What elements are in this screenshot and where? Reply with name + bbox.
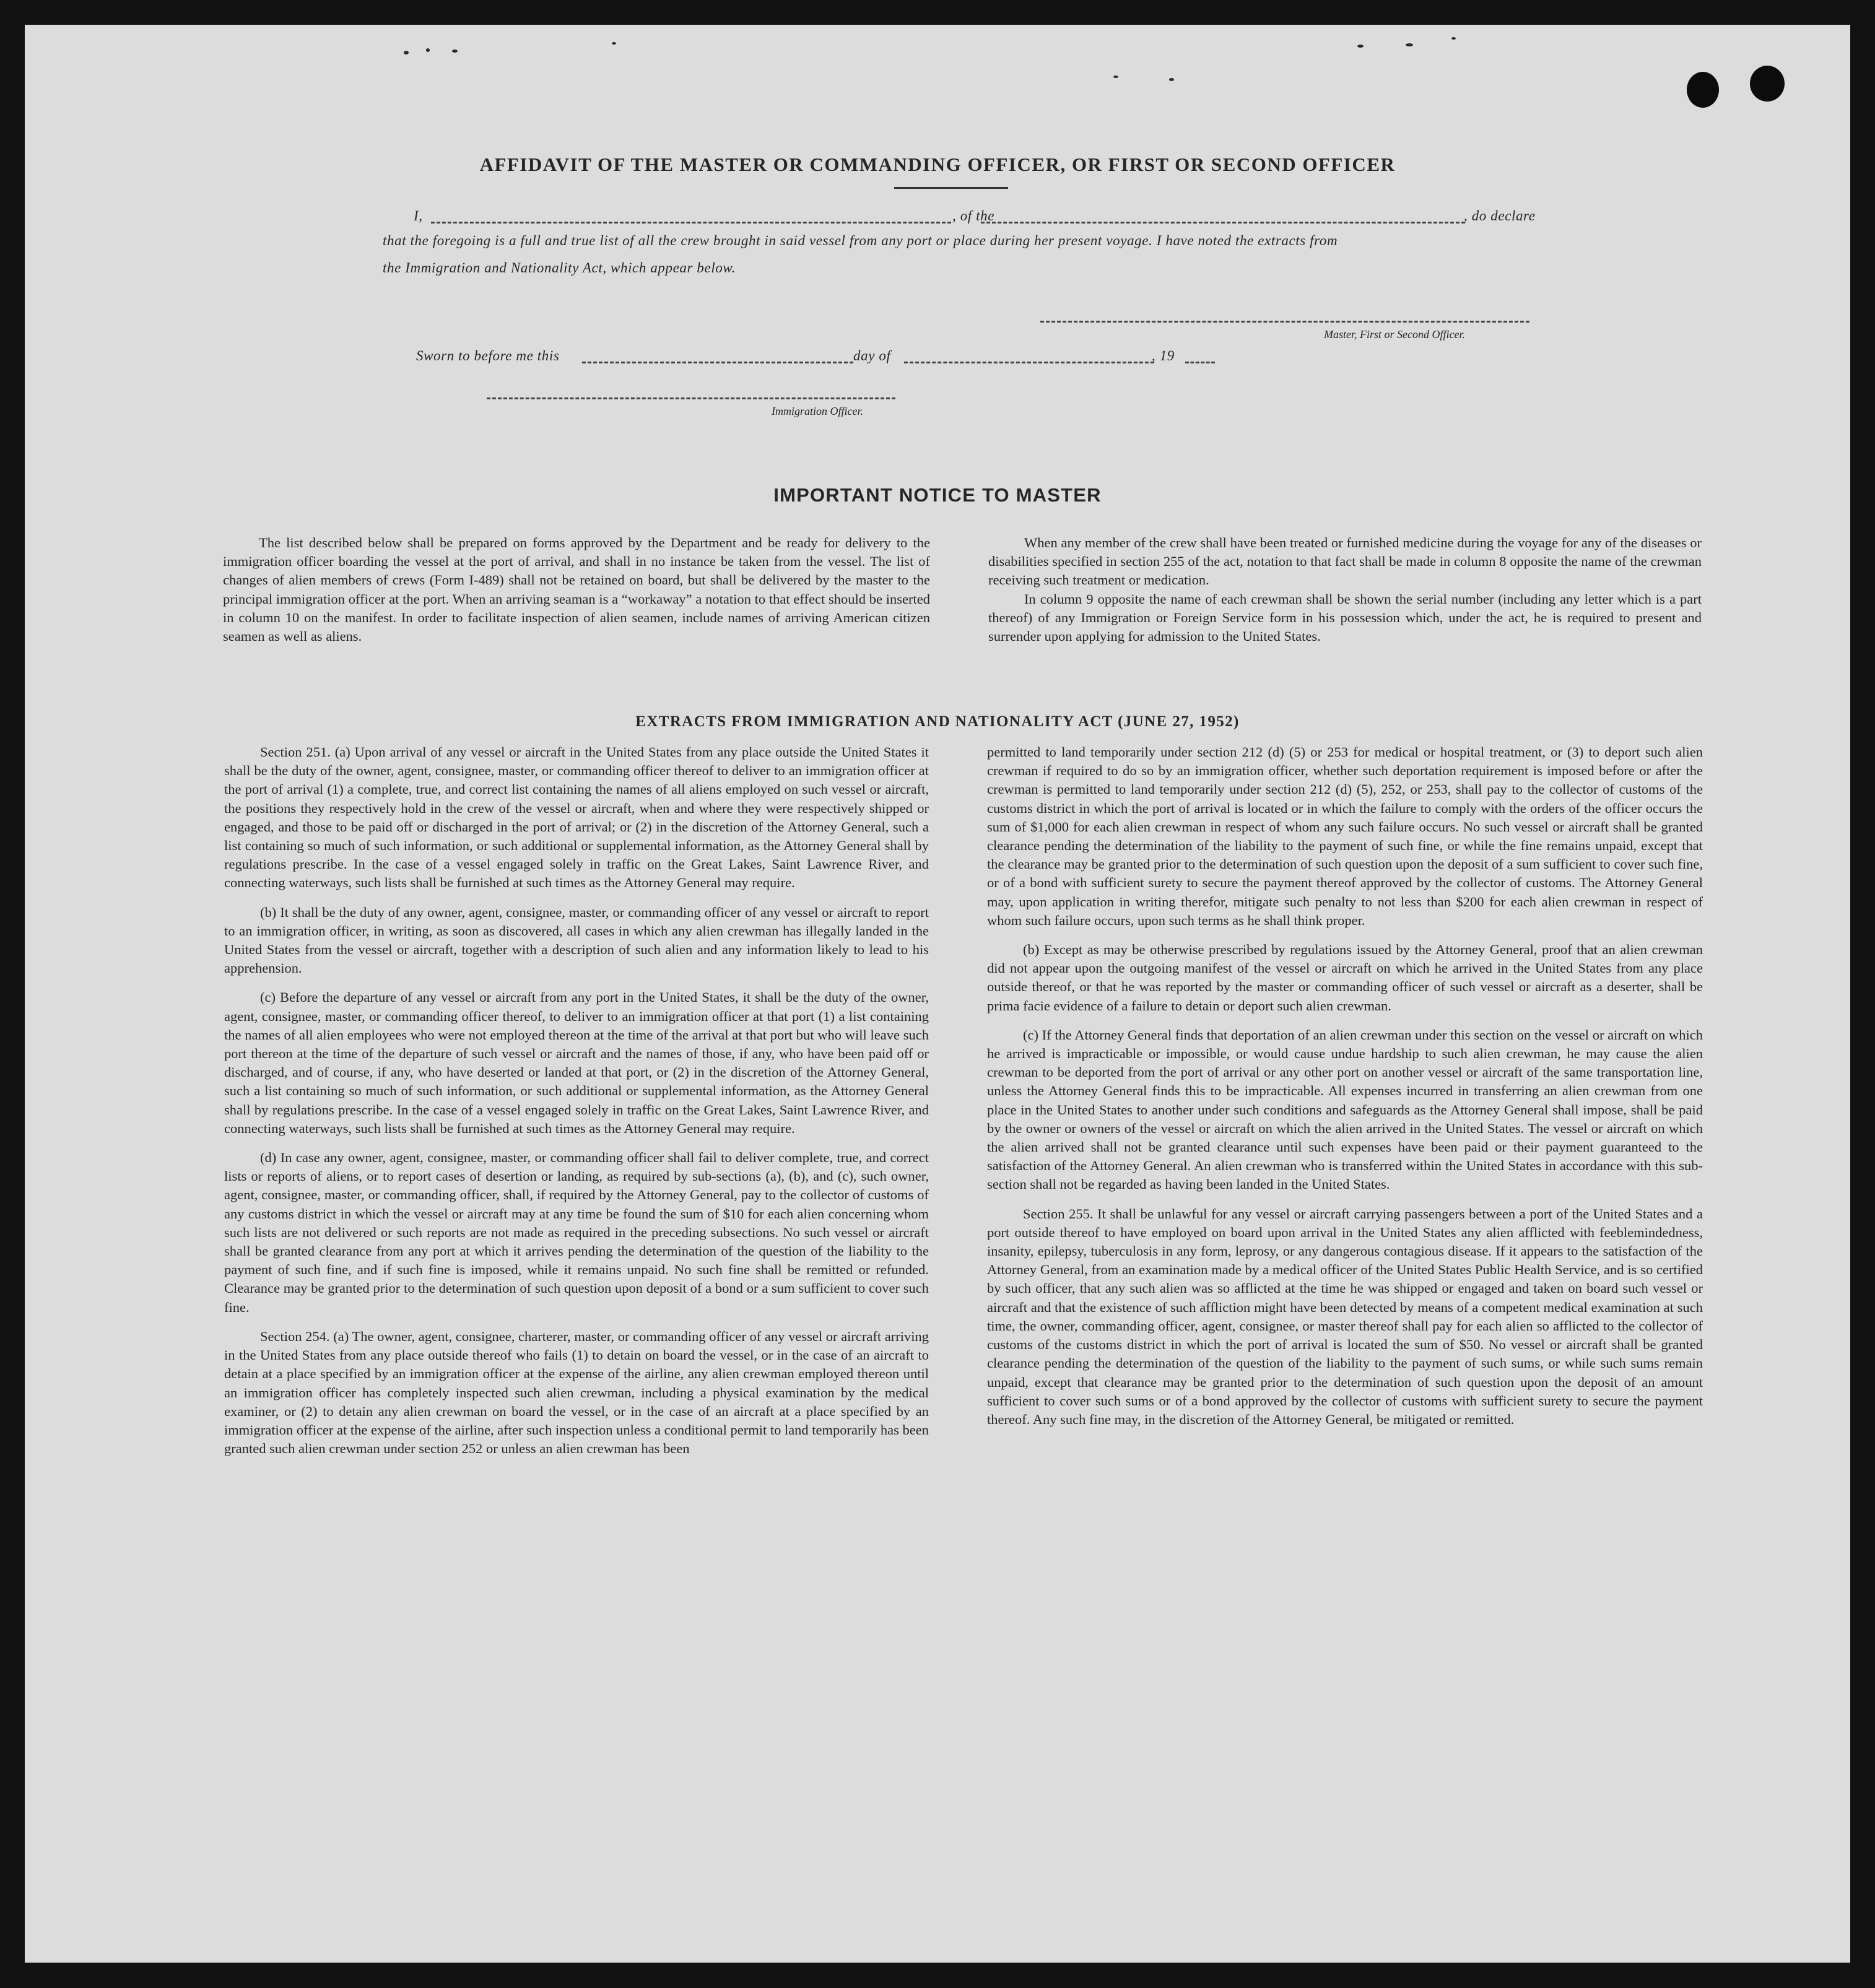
- section-251-a: Section 251. (a) Upon arrival of any vessel or aircraft in the United States from any place outside the United States it shall be the duty of the owner, agent, consignee, master, or commanding officer thereof to deliver to an immigration officer at the port of arrival (1) a complete, true, and correct list containing the names of all aliens employed on such vessel or aircraft, the positions they respectively hold in the crew of the vessel or aircraft, when and where they were respectively shipped or engaged, and those to be paid off or discharged in the port of arrival; or (2) in the discretion of the Attorney General, such a list containing so much of such information, or such additional or supplemental information, as the Attorney General shall by regulations prescribe. In the case of a vessel engaged solely in traffic on the Great Lakes, Saint Lawrence River, and connecting waterways, such lists shall be furnished at such times as the Attorney General may require.: [224, 744, 929, 891]
- notice-title: IMPORTANT NOTICE TO MASTER: [773, 484, 1102, 506]
- scan-speck: [1451, 37, 1456, 40]
- sworn-year-line[interactable]: [1185, 362, 1215, 363]
- punch-hole-left: [1687, 72, 1719, 108]
- extracts-left-column: [224, 743, 929, 1458]
- notice-paragraph-serial-number: In column 9 opposite the name of each crewman shall be shown the serial number (including any letter which is a part thereof) of any Immigration or Foreign Service form in his possession which, under the act, he is required to present and surrender upon applying for admission to the United States.: [988, 591, 1702, 645]
- scan-speck: [1113, 76, 1118, 78]
- section-254-c: (c) If the Attorney General finds that deportation of an alien crewman under this section on the vessel or aircraft on which he arrived is impracticable or impossible, or would cause undue hardship to such alien crewman, he may cause the alien crewman to be deported from the port of arrival or any other port on another vessel or aircraft of the same transportation line, unless the Attorney General finds this to be impracticable. All expenses incurred in transferring an alien crewman from one place in the United States to another under such conditions and safeguards as the Attorney General shall impose, shall be paid by the owner or owners of the vessel or aircraft on which the alien arrived in the United States. The vessel or aircraft on which the alien arrived shall not be granted clearance until such expenses have been paid or their payment guaranteed to the satisfaction of the Attorney General. An alien crewman who is transferred within the United States in accordance with this sub-section shall not be regarded as having been landed in the United States.: [987, 1027, 1703, 1192]
- sworn-label: Sworn to before me this: [416, 348, 560, 363]
- section-254-b: (b) Except as may be otherwise prescribed by regulations issued by the Attorney General, proof that an alien crewman did not appear upon the outgoing manifest of the vessel or aircraft on which he arrived in the United States from any place outside thereof, or that he was reported by the master or commanding officer of such vessel or aircraft as a deserter, shall be prima facie evidence of a failure to detain or deport such alien crewman.: [987, 942, 1703, 1014]
- section-251-d: (d) In case any owner, agent, consignee, master, or commanding officer shall fail to deliver complete, true, and correct lists or reports of aliens, or to report cases of desertion or landing, as required by sub-sections (a), (b), and (c), such owner, agent, consignee, master, or commanding officer, shall, if required by the Attorney General, pay to the collector of customs of any customs district in which the vessel or aircraft may at any time be found the sum of $10 for each alien concerning whom such lists are not delivered or such reports are not made as required in the preceding subsections. No such vessel or aircraft shall be granted clearance from any port at which it arrives pending the determination of the question of the liability to the payment of such fine, and if such fine is imposed, while it remains unpaid. No such fine shall be remitted or refunded. Clearance may be granted prior to the determination of such question upon deposit of a bond or a sum sufficient to cover such fine.: [224, 1150, 929, 1315]
- declarant-name-line[interactable]: [431, 222, 951, 224]
- day-of-label: day of: [853, 348, 891, 363]
- scan-speck: [1357, 45, 1364, 48]
- scan-speck: [1169, 78, 1174, 81]
- sworn-month-line[interactable]: [904, 362, 1154, 363]
- notice-paragraph: The list described below shall be prepared on forms approved by the Department and be ready for delivery to the immigration officer boarding the vessel at the port of arrival, and shall in no instance be taken from the vessel. The list of changes of alien members of crews (Form I-489) shall not be retained on board, but shall be delivered by the master to the principal immigration officer at the port. When an arriving seaman is a “workaway” a notation to that effect should be inserted in column 10 on the manifest. In order to facilitate inspection of alien seamen, include names of arriving American citizen seamen as well as aliens.: [223, 535, 930, 645]
- affidavit-title: AFFIDAVIT OF THE MASTER OR COMMANDING OFFICER, OR FIRST OR SECOND OFFICER: [479, 154, 1396, 175]
- scan-speck: [452, 50, 458, 53]
- punch-hole-right: [1750, 66, 1785, 102]
- scan-speck: [426, 48, 430, 52]
- section-251-c: (c) Before the departure of any vessel or aircraft from any port in the United States, it shall be the duty of the owner, agent, consignee, master, or commanding officer thereof, to deliver to an immigration officer at that port (1) a list containing the names of all alien employees who were not employed thereon at the time of the arrival at that port but who will leave such port thereon at the time of the departure of such vessel or aircraft and the names of those, if any, who have been paid off or discharged, and of course, if any, who have deserted or landed at that port, or (2) in the discretion of the Attorney General, such a list containing so much of such information, or such additional or supplemental information, as the Attorney General shall by regulations prescribe. In the case of a vessel engaged solely in traffic on the Great Lakes, Saint Lawrence River, and connecting waterways, such lists shall be furnished at such times as the Attorney General may require.: [224, 989, 929, 1136]
- declaration-text-cont: the Immigration and Nationality Act, which appear below.: [383, 260, 736, 276]
- section-254-a-continued: permitted to land temporarily under section 212 (d) (5) or 253 for medical or hospital treatment, or (3) to deport such alien crewman if required to do so by an immigration officer, whether such deportation requirement is imposed before or after the crewman is permitted to land temporarily under section 212 (d) (5), 252, or 253, shall pay to the collector of customs of the customs district in which the port of arrival is located or in which the failure to comply with the orders of the officer occurs the sum of $1,000 for each alien crewman in respect of whom any such failure occurs. No such vessel or aircraft shall be granted clearance pending the determination of the liability to the payment of such fine, or while the fine remains unpaid, except that the clearance may be granted prior to the determination of such question upon the deposit of a sum sufficient to cover such fine, or of a bond with sufficient surety to secure the payment thereof approved by the collector of customs. The Attorney General may, upon application in writing therefor, mitigate such penalty to not less than $200 for each alien crewman in respect of whom such failure occurs, upon such terms as he shall think proper.: [987, 744, 1703, 928]
- notice-paragraph-treatment: When any member of the crew shall have been treated or furnished medicine during the voyage for any of the diseases or disabilities specified in section 255 of the act, notation to that fact shall be made in column 8 opposite the name of the crewman receiving such treatment or medication.: [988, 535, 1702, 588]
- extracts-right-column: [987, 743, 1703, 1429]
- year-prefix: , 19: [1152, 348, 1175, 363]
- section-254-a: Section 254. (a) The owner, agent, consignee, charterer, master, or commanding officer of any vessel or aircraft arriving in the United States from any place outside thereof who fails (1) to detain on board the vessel, or in the case of an aircraft to detain at a place specified by an immigration officer at the expense of the airline, any alien crewman employed thereon until an immigration officer has completely inspected such alien crewman, including a physical examination by the medical examiner, or (2) to detain any alien crewman on board the vessel, or in the case of an aircraft at a place specified by an immigration officer at the expense of the airline, after such inspection unless a conditional permit to land temporarily has been granted such alien crewman under section 252 or unless an alien crewman has been: [224, 1328, 929, 1457]
- extracts-title: EXTRACTS FROM IMMIGRATION AND NATIONALITY ACT (JUNE 27, 1952): [635, 713, 1240, 730]
- master-signature-caption: Master, First or Second Officer.: [1324, 328, 1465, 341]
- of-the-label: , of the: [952, 208, 995, 224]
- vessel-name-line[interactable]: [981, 222, 1465, 224]
- officer-signature-caption: Immigration Officer.: [772, 405, 863, 417]
- declaration-text: that the foregoing is a full and true list of all the crew brought in said vessel from any port or place during her present voyage. I have noted the extracts from: [383, 233, 1338, 248]
- section-251-b: (b) It shall be the duty of any owner, agent, consignee, master, or commanding officer of any vessel or aircraft to report to an immigration officer, in writing, as soon as discovered, all cases in which any alien crewman has illegally landed in the United States from the vessel or aircraft, together with a description of such alien and any information likely to lead to his apprehension.: [224, 904, 929, 976]
- do-declare-label: , do declare: [1464, 208, 1536, 224]
- sworn-day-line[interactable]: [582, 362, 853, 363]
- document-page: [25, 25, 1850, 1963]
- scan-speck: [1406, 43, 1413, 46]
- declarant-label: I,: [414, 208, 423, 224]
- master-signature-line[interactable]: [1040, 321, 1529, 323]
- notice-right-column: [988, 534, 1702, 646]
- notice-left-column: [223, 534, 930, 646]
- title-underline: [894, 187, 1008, 189]
- scan-speck: [404, 51, 409, 54]
- officer-signature-line[interactable]: [487, 397, 895, 399]
- scan-speck: [612, 42, 616, 45]
- section-255: Section 255. It shall be unlawful for any vessel or aircraft carrying passengers between a port of the United States and a port outside thereof to have employed on board upon arrival in the United States any alien afflicted with feeblemindedness, insanity, epilepsy, tuberculosis in any form, leprosy, or any dangerous contagious disease. If it appears to the satisfaction of the Attorney General, from an examination made by a medical officer of the United States Public Health Service, and is so certified by such officer, that any such alien was so afflicted at the time he was shipped or engaged and taken on board such vessel or aircraft and that the existence of such affliction might have been detected by means of a competent medical examination at such time, the owner, commanding officer, agent, consignee, or master thereof shall pay for each alien so afflicted to the collector of customs of the customs district in which the port of arrival is located the sum of $50. No vessel or aircraft shall be granted clearance pending the determination of the question of the liability to the payment of such sums, or while such sums remain unpaid, except that clearance may be granted prior to the determination of such question upon the deposit of an amount sufficient to cover such sums or of a bond approved by the collector of customs with sufficient surety to secure the payment thereof. Any such fine may, in the discretion of the Attorney General, be mitigated or remitted.: [987, 1205, 1703, 1427]
